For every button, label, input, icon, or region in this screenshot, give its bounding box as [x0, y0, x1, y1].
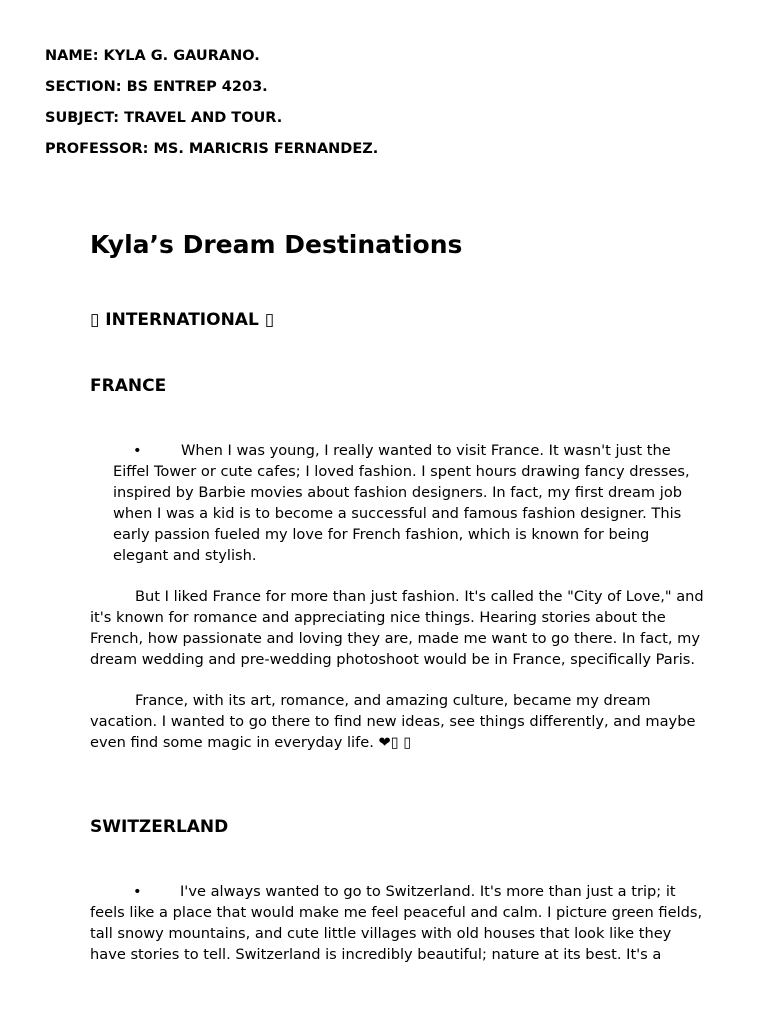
- switzerland-paragraph-1: I've always wanted to go to Switzerland. It's more than just a trip; it feels like a place that would make me feel peaceful and calm. I picture green fields, tall snowy mountains, and cute little villages with old houses that look like they have stories to tell. Switzerland is incredibly beautiful; nature at its best. It's a: [90, 883, 703, 963]
- switzerland-heading: SWITZERLAND: [90, 817, 229, 837]
- france-paragraph-1: When I was young, I really wanted to visit France. It wasn't just the Eiffel Tower or cute cafes; I loved fashion. I spent hours drawing fancy dresses, inspired by Barbie movies about fashion designers. In fact, my first dream job when I was a kid is to become a successful and famous fashion designer. This early passion fueled my love for French fashion, which is known for being elegant and stylish.: [113, 442, 690, 564]
- switzerland-bullet: •: [133, 883, 142, 900]
- france-paragraph-2: But I liked France for more than just fashion. It's called the "City of Love," and it's known for romance and appreciating nice things. Hearing stories about the French, how passionate and loving they are, made me want to go there. In fact, my dream wedding and pre-wedding photoshoot would be in France, specifically Paris.: [90, 588, 704, 668]
- france-heading: FRANCE: [90, 376, 167, 396]
- name-line: NAME: KYLA G. GAURANO.: [45, 48, 260, 64]
- france-bullet: •: [133, 442, 142, 459]
- student-info-header: [45, 46, 378, 170]
- subject-line: SUBJECT: TRAVEL AND TOUR.: [45, 110, 283, 126]
- professor-line: PROFESSOR: MS. MARICRIS FERNANDEZ.: [45, 141, 379, 157]
- international-heading: ▯ INTERNATIONAL ▯: [90, 310, 275, 330]
- section-line: SECTION: BS ENTREP 4203.: [45, 79, 268, 95]
- document-title: Kyla’s Dream Destinations: [90, 230, 463, 259]
- france-paragraph-3: France, with its art, romance, and amazing culture, became my dream vacation. I wanted to go there to find new ideas, see things differently, and maybe even find some magic in everyday life. ❤▯ ▯: [90, 692, 696, 751]
